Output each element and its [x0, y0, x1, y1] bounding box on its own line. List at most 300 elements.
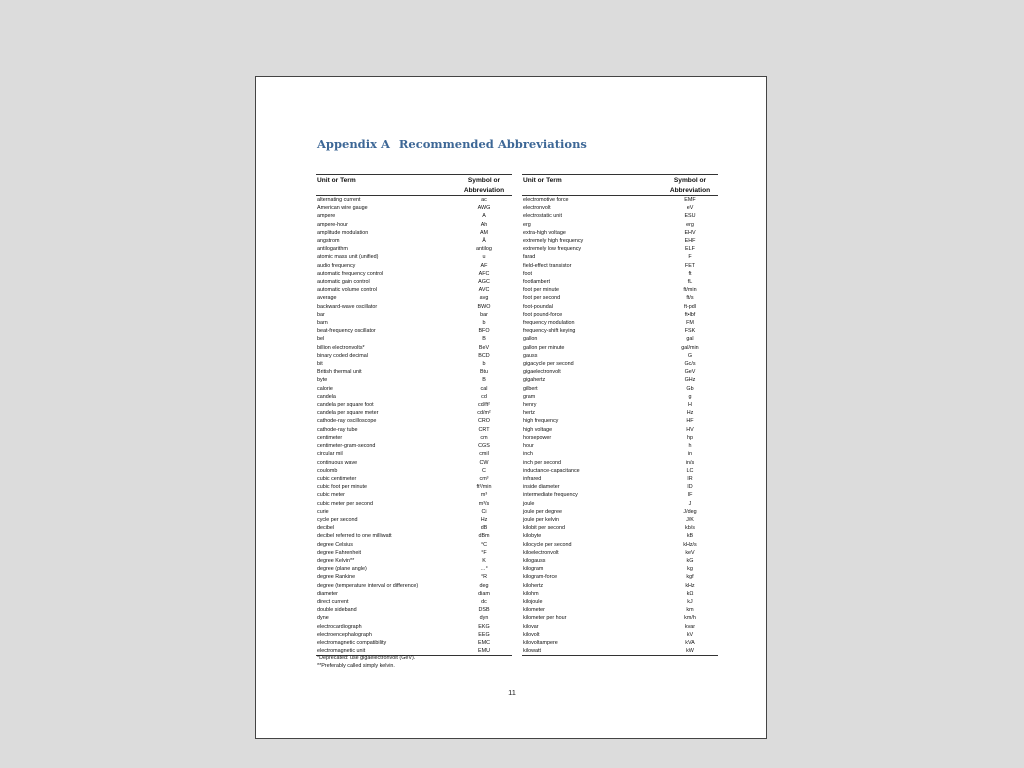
table-row — [316, 573, 512, 581]
table-row — [316, 245, 512, 253]
term-cell: kilojoule — [523, 598, 543, 605]
table-header-row — [316, 175, 512, 196]
term-cell: automatic volume control — [317, 287, 377, 294]
term-cell: joule per kelvin — [523, 516, 559, 523]
symbol-cell: kg — [687, 566, 693, 573]
symbol-cell: HV — [686, 426, 694, 433]
table-row — [522, 491, 718, 499]
symbol-cell: eV — [686, 205, 694, 212]
term-cell: electromagnetic compatibility — [317, 639, 387, 646]
term-cell: decibel — [317, 525, 335, 532]
table-row — [316, 409, 512, 417]
table-row — [316, 196, 512, 205]
symbol-cell: cd — [481, 393, 487, 400]
table-row — [316, 319, 512, 327]
term-cell: hertz — [523, 410, 535, 417]
term-cell: dyne — [317, 615, 329, 622]
term-cell: frequency-shift keying — [523, 328, 576, 335]
symbol-cell: °F — [481, 549, 487, 556]
table-row — [522, 549, 718, 557]
symbol-cell: EHF — [684, 238, 696, 245]
table-row — [522, 541, 718, 549]
term-cell: cubic meter per second — [317, 500, 374, 507]
table-row — [522, 204, 718, 212]
term-cell: kilovar — [523, 623, 539, 630]
term-cell: centimeter-gram-second — [317, 443, 376, 450]
symbol-cell: CRT — [478, 426, 490, 433]
symbol-cell: B — [482, 377, 486, 384]
symbol-cell: DSB — [478, 607, 490, 614]
table-row — [522, 450, 718, 458]
symbol-cell: IR — [687, 475, 693, 482]
table-row — [522, 286, 718, 294]
footnote-kelvin: **Preferably called simply kelvin. — [317, 663, 395, 669]
symbol-cell: BCD — [478, 352, 490, 359]
table-row — [316, 327, 512, 335]
term-cell: kilohertz — [523, 582, 544, 589]
table-row — [316, 204, 512, 212]
term-cell: degree Celsius — [317, 541, 353, 548]
symbol-cell: ft³/min — [476, 484, 492, 491]
appendix-heading — [317, 137, 587, 151]
symbol-cell: hp — [687, 434, 693, 441]
symbol-cell: erg — [686, 221, 694, 228]
term-cell: infrared — [523, 475, 542, 482]
table-row — [316, 508, 512, 516]
term-cell: barn — [317, 320, 328, 327]
table-row — [316, 393, 512, 401]
symbol-cell: AFC — [478, 270, 490, 277]
term-cell: atomic mass unit (unified) — [317, 254, 379, 261]
term-cell: degree (plane angle) — [317, 566, 367, 573]
table-row — [316, 360, 512, 368]
term-cell: decibel referred to one milliwatt — [317, 533, 392, 540]
table-row — [522, 327, 718, 335]
term-cell: field-effect transistor — [523, 262, 572, 269]
document-page — [255, 76, 767, 739]
symbol-cell: LC — [686, 467, 694, 474]
term-cell: ampere — [317, 213, 336, 220]
term-cell: joule — [523, 500, 535, 507]
term-cell: calorie — [317, 385, 333, 392]
table-row — [522, 631, 718, 639]
term-cell: kiloelectronvolt — [523, 549, 559, 556]
term-cell: electronvolt — [523, 205, 551, 212]
table-row — [316, 270, 512, 278]
table-row — [316, 491, 512, 499]
term-cell: cathode-ray oscilloscope — [317, 418, 377, 425]
abbreviations-table-left — [316, 174, 512, 656]
table-row — [522, 623, 718, 631]
symbol-cell: km — [686, 607, 694, 614]
table-row — [522, 573, 718, 581]
table-row — [316, 524, 512, 532]
symbol-cell: b — [482, 361, 486, 368]
table-row — [316, 582, 512, 590]
term-cell: electromotive force — [523, 197, 569, 203]
table-row — [316, 212, 512, 220]
term-cell: bar — [317, 311, 325, 318]
table-row — [522, 582, 718, 590]
term-cell: kilometer — [523, 607, 545, 614]
symbol-cell: IF — [687, 492, 693, 499]
symbol-cell: F — [688, 254, 692, 261]
table-row — [522, 417, 718, 425]
table-row — [522, 303, 718, 311]
symbol-cell: ft/s — [686, 295, 694, 302]
symbol-cell: ac — [481, 197, 487, 203]
symbol-cell: FSK — [684, 328, 696, 335]
term-cell: kilocycle per second — [523, 541, 572, 548]
table-row — [522, 253, 718, 261]
term-cell: antilogarithm — [317, 246, 348, 253]
table-row — [316, 434, 512, 442]
term-cell: cubic centimeter — [317, 475, 357, 482]
term-cell: farad — [523, 254, 536, 261]
symbol-cell: Gb — [686, 385, 694, 392]
table-row — [522, 639, 718, 647]
table-row — [316, 376, 512, 384]
symbol-cell: cm³ — [479, 475, 489, 482]
term-cell: kilobit per second — [523, 525, 565, 532]
symbol-cell: Hz — [480, 516, 488, 523]
table-row — [522, 524, 718, 532]
symbol-cell: J/K — [686, 516, 694, 523]
symbol-cell: b — [482, 320, 486, 327]
table-row — [522, 606, 718, 614]
table-row — [316, 532, 512, 540]
table-row — [316, 286, 512, 294]
term-cell: American wire gauge — [317, 205, 368, 212]
table-row — [522, 557, 718, 565]
table-row — [522, 245, 718, 253]
table-row — [522, 426, 718, 434]
term-cell: foot per minute — [523, 287, 559, 294]
table-row — [522, 237, 718, 245]
term-cell: alternating current — [317, 197, 361, 203]
symbol-cell: kHz — [685, 582, 695, 589]
symbol-cell: °C — [480, 541, 488, 548]
table-row — [522, 393, 718, 401]
term-cell: billion electronvolts* — [317, 344, 365, 351]
term-cell: cathode-ray tube — [317, 426, 358, 433]
table-row — [522, 335, 718, 343]
table-row — [316, 253, 512, 261]
symbol-cell: h — [688, 443, 692, 450]
term-cell: kilogram-force — [523, 574, 558, 581]
symbol-cell: AWG — [477, 205, 491, 212]
term-cell: gallon — [523, 336, 538, 343]
term-cell: extremely high frequency — [523, 238, 584, 245]
term-cell: inch per second — [523, 459, 562, 466]
symbol-cell: u — [482, 254, 486, 261]
symbol-cell: in/s — [685, 459, 695, 466]
symbol-cell: Gc/s — [684, 361, 696, 368]
symbol-cell: H — [688, 402, 692, 409]
term-cell: degree (temperature interval or difference) — [317, 582, 419, 589]
term-cell: beat-frequency oscillator — [317, 328, 376, 335]
table-row — [522, 475, 718, 483]
symbol-cell: dBm — [478, 533, 490, 540]
column-header-term: Unit or Term — [522, 175, 662, 196]
table-row — [316, 385, 512, 393]
table-row — [316, 549, 512, 557]
symbol-cell: fL — [687, 279, 693, 286]
term-cell: coulomb — [317, 467, 338, 474]
symbol-cell: AM — [479, 229, 489, 236]
symbol-cell: kVA — [685, 639, 695, 646]
table-row — [316, 229, 512, 237]
term-cell: kilohm — [523, 590, 539, 597]
table-row — [522, 344, 718, 352]
symbol-cell: antilog — [476, 246, 492, 253]
term-cell: gigacycle per second — [523, 361, 574, 368]
symbol-cell: ESU — [684, 213, 696, 220]
table-row — [316, 639, 512, 647]
symbol-cell: …° — [480, 566, 488, 573]
symbol-cell: avg — [479, 295, 489, 302]
symbol-cell: J — [688, 500, 692, 507]
table-row — [522, 229, 718, 237]
term-cell: circular mil — [317, 451, 343, 458]
table-row — [316, 590, 512, 598]
term-cell: binary coded decimal — [317, 352, 368, 359]
symbol-cell: kB — [686, 533, 694, 540]
term-cell: audio frequency — [317, 262, 356, 269]
table-header-row — [522, 175, 718, 196]
term-cell: foot — [523, 270, 532, 277]
abbreviations-table-right — [522, 174, 718, 656]
symbol-cell: EMC — [478, 639, 490, 646]
term-cell: kilovolt — [523, 631, 540, 638]
page-number: 11 — [508, 688, 516, 697]
table-row — [316, 475, 512, 483]
column-header-term: Unit or Term — [316, 175, 456, 196]
term-cell: degree Fahrenheit — [317, 549, 362, 556]
symbol-cell: FET — [684, 262, 696, 269]
symbol-cell: diam — [478, 590, 490, 597]
symbol-cell: Ah — [480, 221, 488, 228]
symbol-cell: kgf — [686, 574, 694, 581]
term-cell: electroencephalograph — [317, 631, 372, 638]
symbol-cell: EKG — [478, 623, 490, 630]
table-row — [522, 598, 718, 606]
symbol-cell: Å — [482, 238, 486, 245]
table-row — [522, 376, 718, 384]
symbol-cell: kHz/s — [683, 541, 697, 548]
table-row — [522, 270, 718, 278]
term-cell: automatic frequency control — [317, 270, 384, 277]
symbol-cell: CRO — [478, 418, 490, 425]
term-cell: gigahertz — [523, 377, 546, 384]
symbol-cell: CGS — [478, 443, 490, 450]
table-row — [316, 565, 512, 573]
term-cell: high voltage — [523, 426, 553, 433]
table-row — [522, 442, 718, 450]
term-cell: curie — [317, 508, 329, 515]
term-cell: cubic meter — [317, 492, 345, 499]
table-row — [316, 541, 512, 549]
symbol-cell: A — [482, 213, 486, 220]
term-cell: extra-high voltage — [523, 229, 566, 236]
table-row — [316, 450, 512, 458]
term-cell: degree Kelvin** — [317, 557, 355, 564]
table-row — [316, 557, 512, 565]
table-row — [522, 483, 718, 491]
term-cell: gigaelectronvolt — [523, 369, 561, 376]
table-row — [316, 500, 512, 508]
term-cell: angstrom — [317, 238, 340, 245]
symbol-cell: in — [687, 451, 693, 458]
symbol-cell: bar — [480, 311, 488, 318]
table-row — [522, 360, 718, 368]
term-cell: inductance-capacitance — [523, 467, 580, 474]
table-row — [522, 311, 718, 319]
term-cell: footlambert — [523, 279, 550, 286]
term-cell: continuous wave — [317, 459, 358, 466]
term-cell: candela per square foot — [317, 402, 374, 409]
term-cell: degree Rankine — [317, 574, 356, 581]
table-row — [522, 532, 718, 540]
symbol-cell: J/deg — [683, 508, 697, 515]
symbol-cell: dc — [481, 598, 487, 605]
table-row — [522, 262, 718, 270]
symbol-cell: keV — [685, 549, 695, 556]
footnote-deprecated: *Deprecated: use gigaelectronvolt (GeV). — [317, 655, 416, 661]
symbol-cell: B — [482, 336, 486, 343]
table-row — [522, 565, 718, 573]
table-row — [522, 590, 718, 598]
term-cell: foot-poundal — [523, 303, 553, 310]
table-row — [522, 508, 718, 516]
symbol-cell: ID — [687, 484, 693, 491]
table-row — [316, 344, 512, 352]
symbol-cell: ft•lbf — [684, 311, 696, 318]
table-row — [522, 614, 718, 622]
table-row — [316, 335, 512, 343]
term-cell: foot per second — [523, 295, 561, 302]
symbol-cell: cal — [480, 385, 488, 392]
symbol-cell: Ci — [481, 508, 487, 515]
term-cell: diameter — [317, 590, 338, 597]
symbol-cell: kJ — [687, 598, 693, 605]
term-cell: cycle per second — [317, 516, 358, 523]
term-cell: intermediate frequency — [523, 492, 578, 499]
symbol-cell: kvar — [684, 623, 696, 630]
symbol-cell: CW — [479, 459, 489, 466]
symbol-cell: Btu — [479, 369, 489, 376]
symbol-cell: m³ — [480, 492, 488, 499]
term-cell: high frequency — [523, 418, 559, 425]
term-cell: bel — [317, 336, 325, 343]
table-row — [316, 483, 512, 491]
symbol-cell: cm — [480, 434, 488, 441]
term-cell: inside diameter — [523, 484, 560, 491]
symbol-cell: kG — [686, 557, 694, 564]
table-row — [316, 467, 512, 475]
table-row — [316, 459, 512, 467]
term-cell: henry — [523, 402, 537, 409]
symbol-cell: dB — [480, 525, 488, 532]
table-row — [316, 262, 512, 270]
table-row — [522, 459, 718, 467]
column-header-symbol: Symbol or Abbreviation — [662, 175, 718, 196]
symbol-cell: kW — [662, 647, 718, 656]
table-row — [316, 598, 512, 606]
table-row — [522, 352, 718, 360]
symbol-cell: ft — [688, 270, 692, 277]
symbol-cell: kb/s — [685, 525, 695, 532]
symbol-cell: GeV — [684, 369, 696, 376]
table-row — [522, 385, 718, 393]
table-row — [316, 442, 512, 450]
table-row — [522, 467, 718, 475]
symbol-cell: gal/min — [681, 344, 699, 351]
term-cell: candela per square meter — [317, 410, 379, 417]
table-row — [316, 221, 512, 229]
term-cell: ampere-hour — [317, 221, 348, 228]
symbol-cell: AF — [480, 262, 488, 269]
term-cell: kilowatt — [522, 647, 662, 656]
symbol-cell: Hz — [686, 410, 694, 417]
appendix-label: Appendix A — [317, 137, 390, 151]
term-cell: double sideband — [317, 607, 357, 614]
symbol-cell: GHz — [684, 377, 696, 384]
symbol-cell: EMU — [456, 647, 512, 656]
symbol-cell: dyn — [479, 615, 489, 622]
term-cell: amplitude modulation — [317, 229, 369, 236]
symbol-cell: EMF — [684, 197, 696, 203]
term-cell: kilovoltampere — [523, 639, 558, 646]
symbol-cell: cmil — [479, 451, 489, 458]
table-row — [316, 516, 512, 524]
table-row — [522, 500, 718, 508]
term-cell: gauss — [523, 352, 538, 359]
term-cell: horsepower — [523, 434, 552, 441]
term-cell: electrostatic unit — [523, 213, 562, 220]
table-row — [316, 614, 512, 622]
symbol-cell: K — [482, 557, 486, 564]
term-cell: joule per degree — [523, 508, 562, 515]
table-row — [522, 647, 718, 656]
symbol-cell: C — [482, 467, 486, 474]
table-row — [316, 303, 512, 311]
table-row — [316, 606, 512, 614]
table-row — [316, 401, 512, 409]
term-cell: extremely low frequency — [523, 246, 582, 253]
term-cell: average — [317, 295, 337, 302]
table-row — [316, 631, 512, 639]
symbol-cell: ft-pdl — [684, 303, 696, 310]
table-row — [316, 311, 512, 319]
term-cell: kilobyte — [523, 533, 542, 540]
table-row — [522, 196, 718, 205]
symbol-cell: kV — [686, 631, 694, 638]
table-row — [522, 278, 718, 286]
term-cell: electrocardiograph — [317, 623, 362, 630]
term-cell: frequency modulation — [523, 320, 575, 327]
term-cell: British thermal unit — [317, 369, 362, 376]
symbol-cell: kΩ — [686, 590, 694, 597]
symbol-cell: g — [688, 393, 692, 400]
table-row — [316, 426, 512, 434]
table-row — [316, 623, 512, 631]
table-row — [316, 278, 512, 286]
symbol-cell: °R — [480, 574, 488, 581]
term-cell: direct current — [317, 598, 349, 605]
table-row — [522, 401, 718, 409]
term-cell: centimeter — [317, 434, 343, 441]
